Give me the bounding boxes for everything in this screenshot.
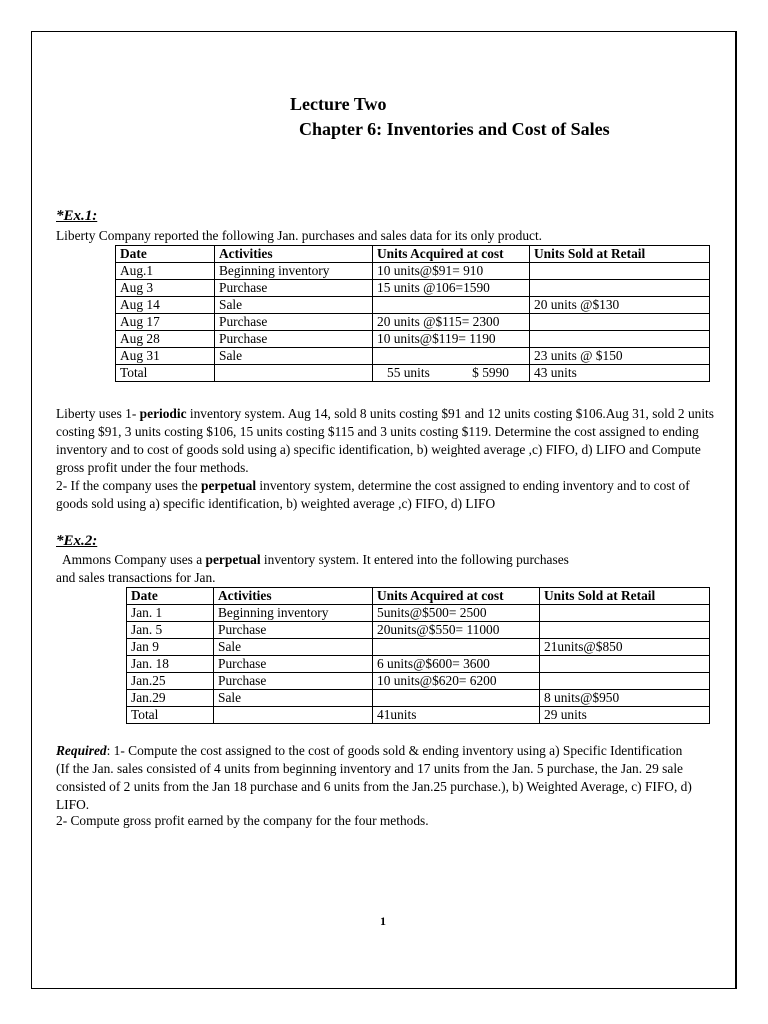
text-run: inventory system. Aug 14, sold 8 units costing $91 and 12 units costing $106.Aug 31, sold 2 units costing $91, 3 units costing $106, 15 units costing $115 and 3 units costing $119. Determine the cost assigned to ending inventory and to cost of goods sold using a) specific identification, b) weighted average ,c) FIFO, d) LIFO and Compute gross profit under the four methods. xyxy=(56,406,714,475)
header-cell: Date xyxy=(127,588,214,605)
table-row xyxy=(116,297,710,314)
header-cell: Date xyxy=(116,246,215,263)
table-cell: Purchase xyxy=(214,656,373,673)
table-cell: Total xyxy=(127,707,214,724)
table-cell: Aug 17 xyxy=(116,314,215,331)
table-cell: Aug 31 xyxy=(116,348,215,365)
text-run: Ammons Company uses a xyxy=(56,552,206,567)
table-cell xyxy=(530,331,710,348)
text-run: : 1- Compute the cost assigned to the cost of goods sold & ending inventory using a) Specific Identification (If the Jan. sales consisted of 4 units from beginning inventory and 17 units from the Jan. 5 purchase, the Jan. 29 sale consisted of 2 units from the Jan 18 purchase and 6 units from the Jan.25 purchase.), b) Weighted Average, c) FIFO, d) LIFO. xyxy=(56,743,692,812)
table-row xyxy=(116,314,710,331)
table-cell: Sale xyxy=(214,639,373,656)
table-cell: Purchase xyxy=(215,331,373,348)
table-cell xyxy=(540,656,710,673)
table-cell xyxy=(530,263,710,280)
table-row xyxy=(127,690,710,707)
table-row xyxy=(127,673,710,690)
table-cell: Jan.25 xyxy=(127,673,214,690)
bold-term: perpetual xyxy=(201,478,257,493)
header-cell: Activities xyxy=(215,246,373,263)
table-cell: Aug 14 xyxy=(116,297,215,314)
total-cost: $ 5990 xyxy=(472,365,509,380)
table-cell xyxy=(540,673,710,690)
table-cell xyxy=(540,605,710,622)
ex1-table xyxy=(115,245,710,382)
page-number: 1 xyxy=(380,914,386,928)
table-cell: 6 units@$600= 3600 xyxy=(373,656,540,673)
ex1-paragraph-2 xyxy=(56,477,721,513)
table-cell: 10 units@$91= 910 xyxy=(373,263,530,280)
table-cell xyxy=(530,280,710,297)
table-cell: 23 units @ $150 xyxy=(530,348,710,365)
ex1-paragraph-1 xyxy=(56,405,721,477)
table-row xyxy=(116,263,710,280)
table-cell xyxy=(373,365,530,382)
ex1-heading: *Ex.1: xyxy=(56,208,98,224)
lecture-title: Lecture Two xyxy=(290,94,387,114)
text-run: 2- If the company uses the xyxy=(56,478,202,493)
table-cell: Sale xyxy=(215,297,373,314)
table-cell: 20 units @$115= 2300 xyxy=(373,314,530,331)
ex1-intro: Liberty Company reported the following Jan. purchases and sales data for its only product. xyxy=(56,228,543,243)
table-cell: Jan 9 xyxy=(127,639,214,656)
header-cell: Units Sold at Retail xyxy=(540,588,710,605)
table-cell: 20 units @$130 xyxy=(530,297,710,314)
table-cell: 10 units@$620= 6200 xyxy=(373,673,540,690)
ex2-intro xyxy=(56,551,569,569)
table-cell xyxy=(540,622,710,639)
table-cell: 43 units xyxy=(530,365,710,382)
header-cell: Units Sold at Retail xyxy=(530,246,710,263)
text-run: inventory system. It entered into the following purchases xyxy=(260,552,569,567)
table-cell: Sale xyxy=(215,348,373,365)
table-cell: Sale xyxy=(214,690,373,707)
header-cell: Units Acquired at cost xyxy=(373,246,530,263)
total-units: 55 units xyxy=(387,365,430,380)
table-cell: Purchase xyxy=(214,622,373,639)
table-header-row xyxy=(127,588,710,605)
ex2-table xyxy=(126,587,710,724)
table-cell: 41units xyxy=(373,707,540,724)
table-cell xyxy=(214,707,373,724)
table-cell: Purchase xyxy=(215,314,373,331)
table-total-row xyxy=(127,707,710,724)
table-header-row xyxy=(116,246,710,263)
table-cell xyxy=(373,639,540,656)
required-label: Required xyxy=(56,743,107,758)
header-cell: Activities xyxy=(214,588,373,605)
table-cell: Purchase xyxy=(214,673,373,690)
table-row xyxy=(116,348,710,365)
ex2-required xyxy=(56,742,696,814)
table-cell: 5units@$500= 2500 xyxy=(373,605,540,622)
bold-term: periodic xyxy=(139,406,187,421)
table-cell: 20units@$550= 11000 xyxy=(373,622,540,639)
table-cell: 15 units @106=1590 xyxy=(373,280,530,297)
ex2-heading: *Ex.2: xyxy=(56,533,98,549)
table-cell xyxy=(215,365,373,382)
text-run: Liberty uses 1- xyxy=(56,406,140,421)
header-cell: Units Acquired at cost xyxy=(373,588,540,605)
table-row xyxy=(116,331,710,348)
table-cell: Aug.1 xyxy=(116,263,215,280)
table-cell: Jan. 18 xyxy=(127,656,214,673)
table-cell: 8 units@$950 xyxy=(540,690,710,707)
table-row xyxy=(127,639,710,656)
table-row xyxy=(127,656,710,673)
table-row xyxy=(116,280,710,297)
chapter-title: Chapter 6: Inventories and Cost of Sales xyxy=(299,119,610,139)
table-row xyxy=(127,622,710,639)
ex2-intro-line2: and sales transactions for Jan. xyxy=(56,570,216,585)
table-cell xyxy=(373,690,540,707)
table-cell: Purchase xyxy=(215,280,373,297)
table-cell xyxy=(373,297,530,314)
table-cell: Jan.29 xyxy=(127,690,214,707)
table-cell: Beginning inventory xyxy=(215,263,373,280)
table-cell: Beginning inventory xyxy=(214,605,373,622)
table-cell: Aug 28 xyxy=(116,331,215,348)
text-run: inventory system, determine the cost assigned to ending inventory and to cost of goods sold using a) specific identification, b) weighted average ,c) FIFO, d) LIFO xyxy=(56,478,690,511)
table-cell: 29 units xyxy=(540,707,710,724)
table-row xyxy=(127,605,710,622)
table-cell: Aug 3 xyxy=(116,280,215,297)
table-cell: Total xyxy=(116,365,215,382)
table-cell: Jan. 1 xyxy=(127,605,214,622)
table-cell xyxy=(373,348,530,365)
bold-term: perpetual xyxy=(205,552,261,567)
ex2-required-line2: 2- Compute gross profit earned by the company for the four methods. xyxy=(56,813,429,828)
table-cell: 21units@$850 xyxy=(540,639,710,656)
table-cell xyxy=(530,314,710,331)
table-cell: 10 units@$119= 1190 xyxy=(373,331,530,348)
table-cell: Jan. 5 xyxy=(127,622,214,639)
table-total-row xyxy=(116,365,710,382)
